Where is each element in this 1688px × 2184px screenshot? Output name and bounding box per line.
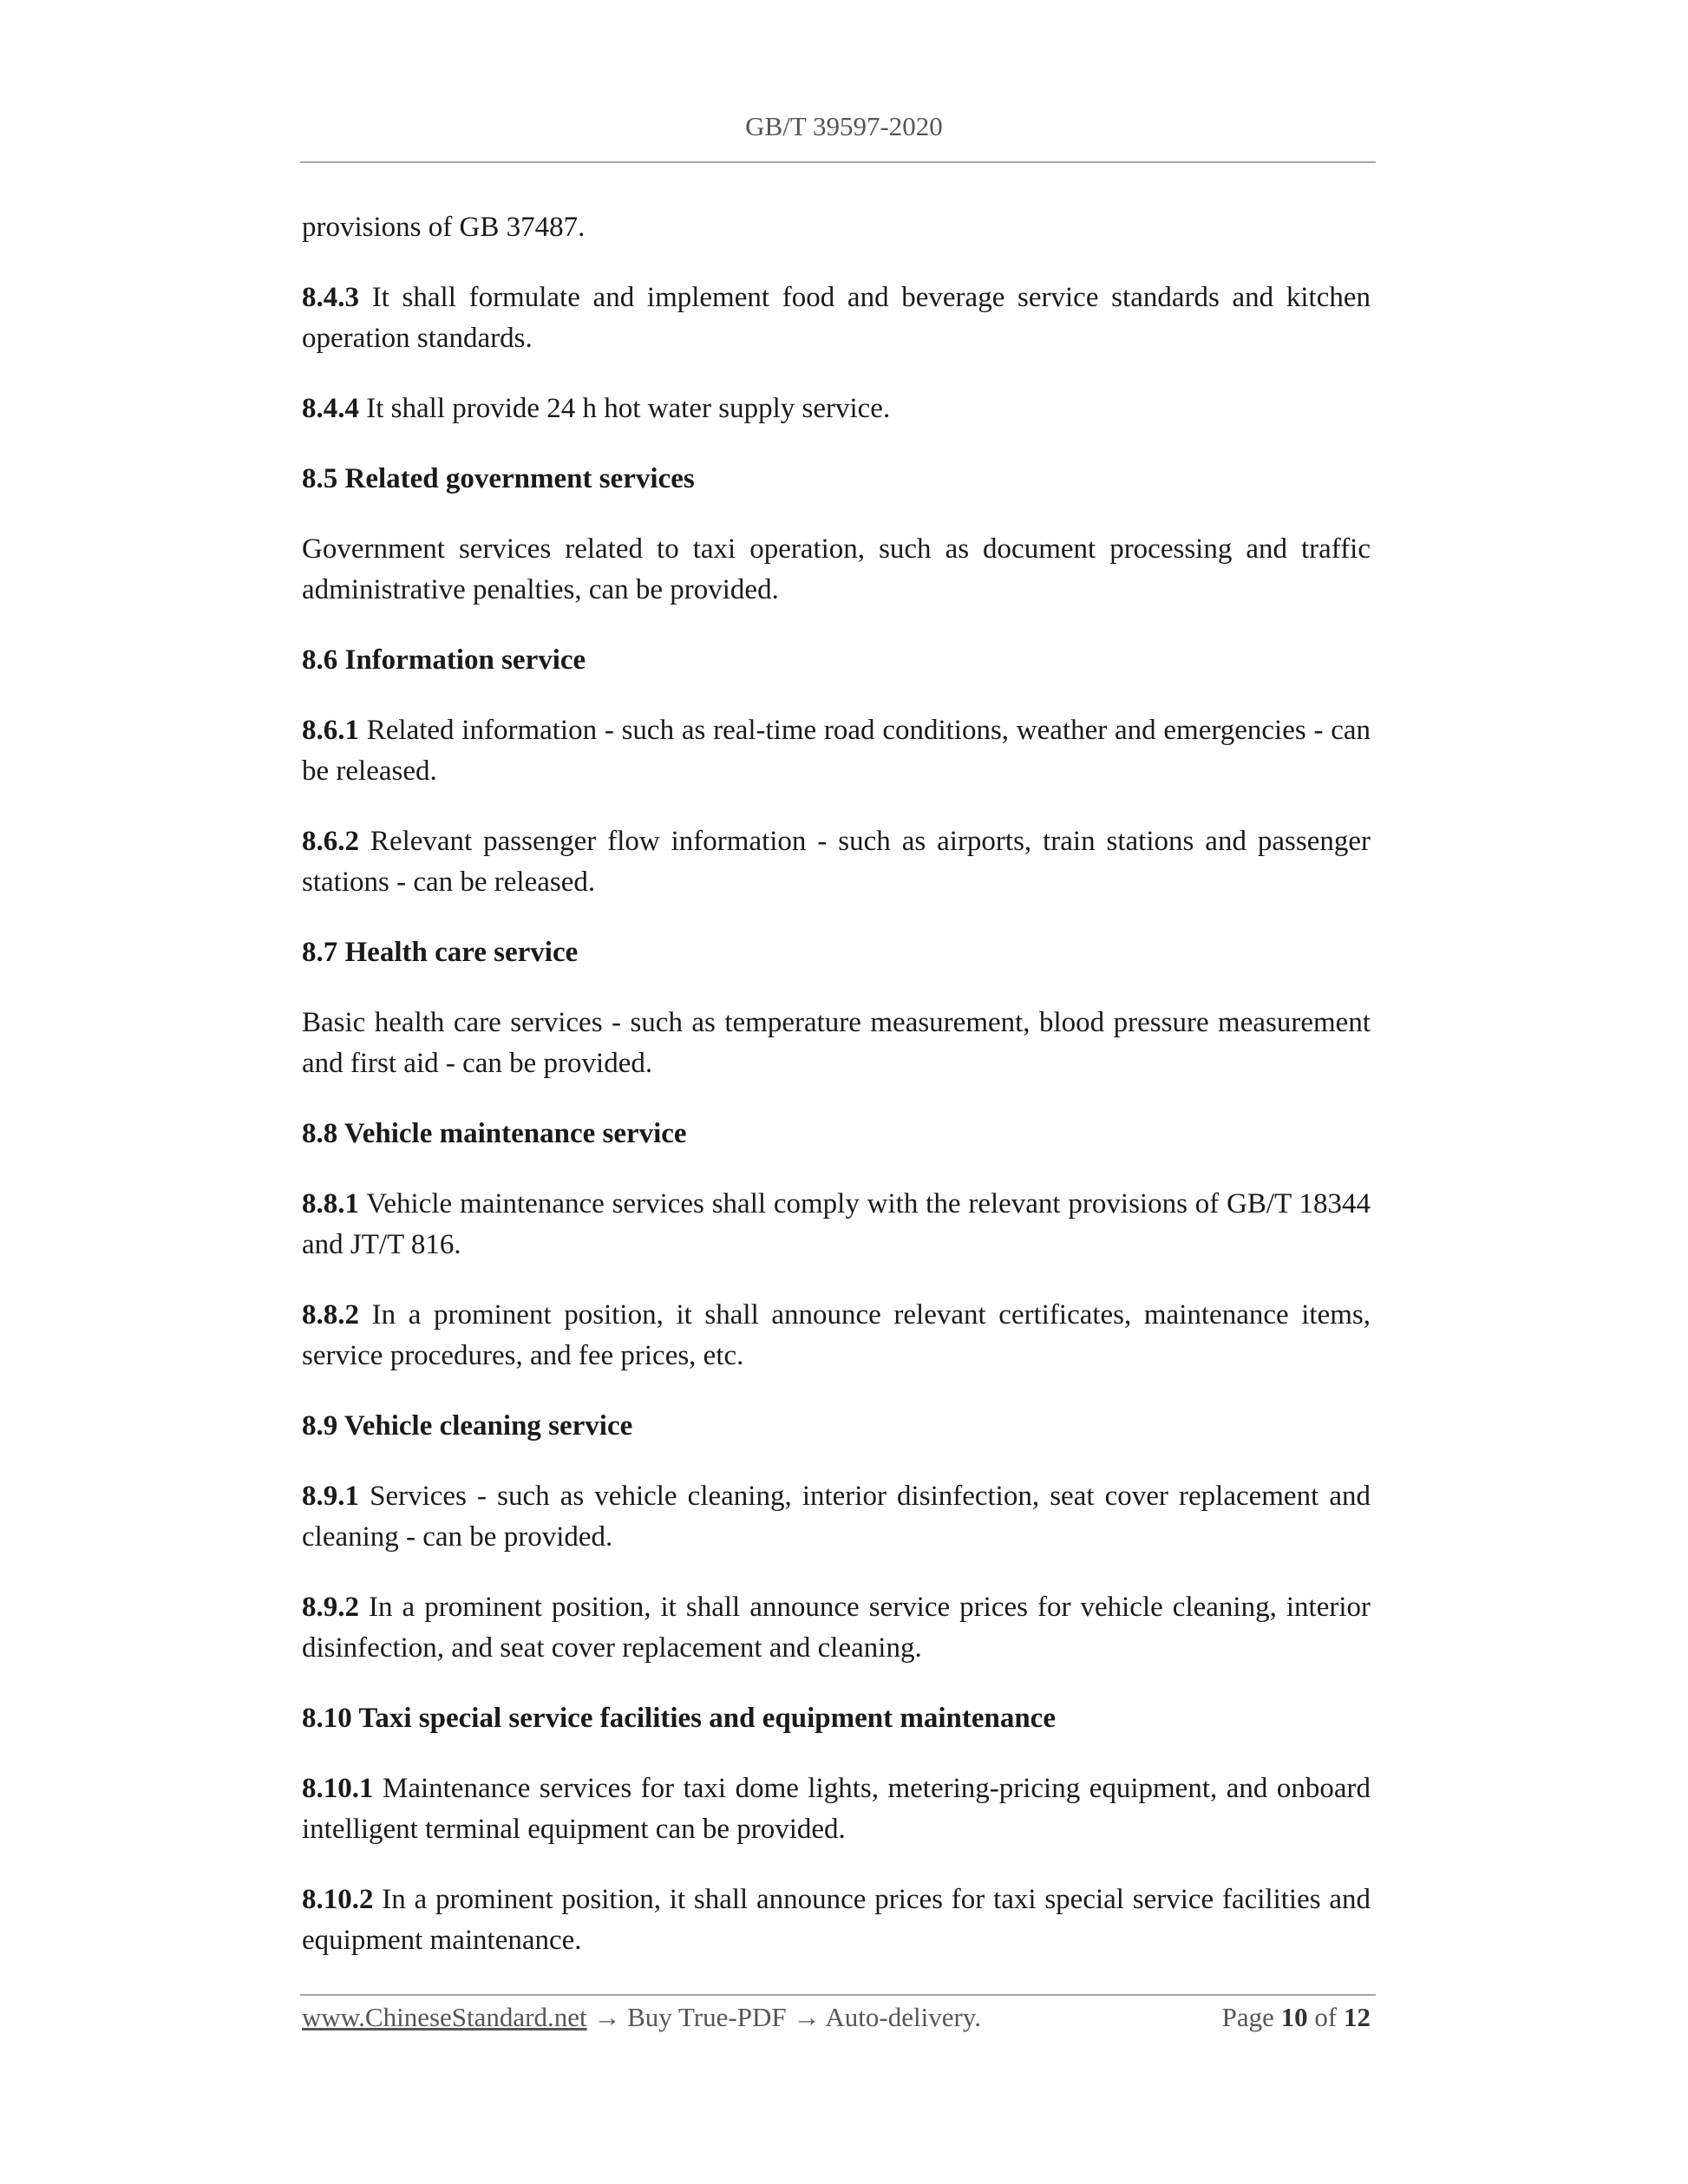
clause-text: Vehicle maintenance services shall comply with the relevant provisions of GB/T 18344 and JT/T 816. <box>302 1188 1371 1260</box>
clause-paragraph <box>302 821 1371 903</box>
page-total: 12 <box>1344 2002 1371 2032</box>
clause-paragraph <box>302 389 1371 429</box>
clause-text: Services - such as vehicle cleaning, interior disinfection, seat cover replacement and cleaning - can be provided. <box>302 1481 1371 1553</box>
clause-paragraph <box>302 1184 1371 1265</box>
clause-text: In a prominent position, it shall announce service prices for vehicle cleaning, interior disinfection, and seat cover replacement and cleaning. <box>302 1592 1371 1664</box>
section-heading-text: 8.7 Health care service <box>302 937 579 968</box>
clause-paragraph <box>302 207 1371 248</box>
clause-text: In a prominent position, it shall announce relevant certificates, maintenance items, service procedures, and fee prices, etc. <box>302 1299 1371 1371</box>
clause-number: 8.9.1 <box>302 1481 359 1512</box>
clause-number: 8.4.4 <box>302 393 359 424</box>
clause-text: It shall formulate and implement food and beverage service standards and kitchen operation standards. <box>302 282 1371 354</box>
clause-text: Relevant passenger flow information - such as airports, train stations and passenger stations - can be released. <box>302 826 1371 898</box>
clause-paragraph <box>302 1476 1371 1558</box>
header-divider <box>300 161 1376 163</box>
document-code-header: GB/T 39597-2020 <box>745 111 943 141</box>
of-label: of <box>1314 2002 1338 2032</box>
document-body <box>302 207 1371 1991</box>
clause-text: In a prominent position, it shall announce prices for taxi special service facilities and equipment maintenance. <box>302 1884 1371 1956</box>
clause-paragraph <box>302 1003 1371 1084</box>
arrow-icon: → <box>793 2002 821 2032</box>
clause-text: Maintenance services for taxi dome lights, metering-pricing equipment, and onboard intelligent terminal equipment can be provided. <box>302 1773 1371 1845</box>
clause-number: 8.9.2 <box>302 1592 359 1623</box>
clause-paragraph <box>302 710 1371 792</box>
clause-paragraph <box>302 1295 1371 1376</box>
section-heading <box>302 1698 1371 1739</box>
section-heading <box>302 932 1371 973</box>
clause-number: 8.10.2 <box>302 1884 374 1915</box>
section-heading <box>302 1114 1371 1154</box>
page-label: Page <box>1221 2002 1274 2032</box>
clause-number: 8.6.2 <box>302 826 359 857</box>
clause-number: 8.8.1 <box>302 1188 359 1220</box>
clause-number: 8.6.1 <box>302 715 359 746</box>
footer-divider <box>300 1994 1376 1996</box>
clause-number: 8.4.3 <box>302 282 359 313</box>
clause-number: 8.8.2 <box>302 1299 359 1331</box>
clause-paragraph <box>302 278 1371 359</box>
buy-true-pdf-text: Buy True-PDF <box>627 2002 787 2032</box>
section-heading <box>302 640 1371 681</box>
clause-text: provisions of GB 37487. <box>302 212 586 243</box>
clause-text: It shall provide 24 h hot water supply service. <box>359 393 891 424</box>
clause-paragraph <box>302 1769 1371 1850</box>
arrow-icon: → <box>593 2002 621 2032</box>
section-heading-text: 8.6 Information service <box>302 644 586 676</box>
clause-text: Basic health care services - such as temperature measurement, blood pressure measurement and first aid - can be provided. <box>302 1007 1371 1079</box>
clause-paragraph <box>302 1587 1371 1669</box>
section-heading <box>302 459 1371 500</box>
clause-text: Government services related to taxi operation, such as document processing and traffic administrative penalties, can be provided. <box>302 533 1371 605</box>
page-number <box>1222 1998 1371 2037</box>
page-footer <box>302 1998 1371 2037</box>
clause-text: Related information - such as real-time road conditions, weather and emergencies - can be released. <box>302 715 1371 787</box>
section-heading-text: 8.10 Taxi special service facilities and equipment maintenance <box>302 1703 1056 1734</box>
section-heading-text: 8.9 Vehicle cleaning service <box>302 1410 633 1442</box>
section-heading <box>302 1406 1371 1447</box>
website-link[interactable]: www.ChineseStandard.net <box>302 2002 587 2032</box>
clause-paragraph <box>302 1880 1371 1961</box>
section-heading-text: 8.8 Vehicle maintenance service <box>302 1118 687 1149</box>
section-heading-text: 8.5 Related government services <box>302 463 695 494</box>
page-current: 10 <box>1280 2002 1308 2032</box>
clause-paragraph <box>302 529 1371 611</box>
auto-delivery-text: Auto-delivery. <box>825 2002 982 2032</box>
clause-number: 8.10.1 <box>302 1773 374 1804</box>
